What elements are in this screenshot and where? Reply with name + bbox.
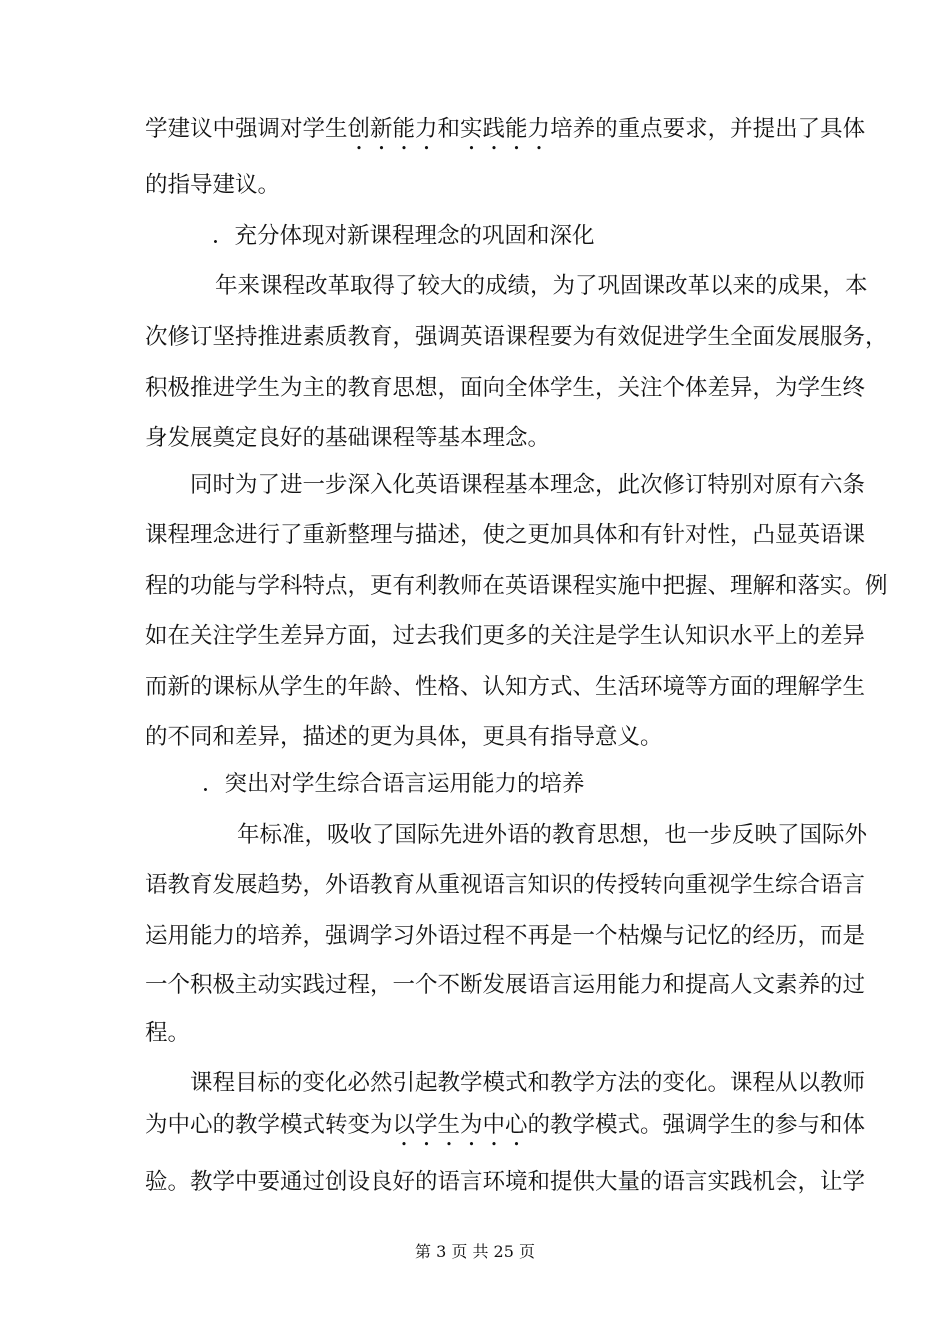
text-line-8: 同时为了进一步深入化英语课程基本理念，此次修订特别对原有六条 [190, 472, 866, 498]
text-line-6: 积极推进学生为主的教育思想，面向全体学生，关注个体差异，为学生终 [145, 375, 866, 401]
text-line-1 [145, 114, 865, 155]
text-line-19: 程。 [145, 1020, 191, 1046]
text-line-9: 课程理念进行了重新整理与描述，使之更加具体和有针对性，凸显英语课 [145, 522, 866, 548]
text-line-18: 一个积极主动实践过程，一个不断发展语言运用能力和提高人文素养的过 [145, 972, 866, 998]
text-line-4: 年来课程改革取得了较大的成绩，为了巩固课改革以来的成果，本 [215, 273, 868, 299]
emphasized-text: 以学生为中心 [392, 1112, 528, 1138]
page-footer: 第 3 页 共 25 页 [415, 1242, 535, 1261]
text-line-21 [145, 1110, 865, 1151]
text-line-2: 的指导建议。 [145, 172, 281, 198]
text-line-20: 课程目标的变化必然引起教学模式和教学方法的变化。课程从以教师 [190, 1070, 866, 1096]
text-segment: 的教学模式。强调学生的参与和体 [527, 1112, 866, 1138]
text-segment: 培养的重点要求，并提出了具体 [550, 116, 866, 142]
text-line-10: 程的功能与学科特点，更有利教师在英语课程实施中把握、理解和落实。例 [145, 573, 888, 599]
text-line-16: 语教育发展趋势，外语教育从重视语言知识的传授转向重视学生综合语言 [145, 872, 866, 898]
text-line-13: 的不同和差异，描述的更为具体，更具有指导意义。 [145, 724, 663, 750]
text-line-11: 如在关注学生差异方面，过去我们更多的关注是学生认知识水平上的差异 [145, 623, 866, 649]
emphasized-text: 实践能力 [460, 116, 551, 142]
text-segment: 为中心的教学模式转变为 [145, 1112, 393, 1138]
text-line-12: 而新的课标从学生的年龄、性格、认知方式、生活环境等方面的理解学生 [145, 674, 866, 700]
text-line-17: 运用能力的培养，强调学习外语过程不再是一个枯燥与记忆的经历，而是 [145, 923, 866, 949]
text-segment: 学建议中强调对学生 [145, 116, 348, 142]
text-segment: 和 [437, 116, 461, 142]
section-heading: ．充分体现对新课程理念的巩固和深化 [212, 223, 595, 249]
emphasized-text: 创新能力 [347, 116, 438, 142]
text-line-15: 年标准，吸收了国际先进外语的教育思想，也一步反映了国际外 [237, 822, 868, 848]
section-heading: ．突出对学生综合语言运用能力的培养 [202, 771, 585, 797]
text-line-22: 验。教学中要通过创设良好的语言环境和提供大量的语言实践机会，让学 [145, 1169, 866, 1195]
text-line-7: 身发展奠定良好的基础课程等基本理念。 [145, 425, 551, 451]
text-line-5: 次修订坚持推进素质教育，强调英语课程要为有效促进学生全面发展服务， [145, 324, 888, 350]
